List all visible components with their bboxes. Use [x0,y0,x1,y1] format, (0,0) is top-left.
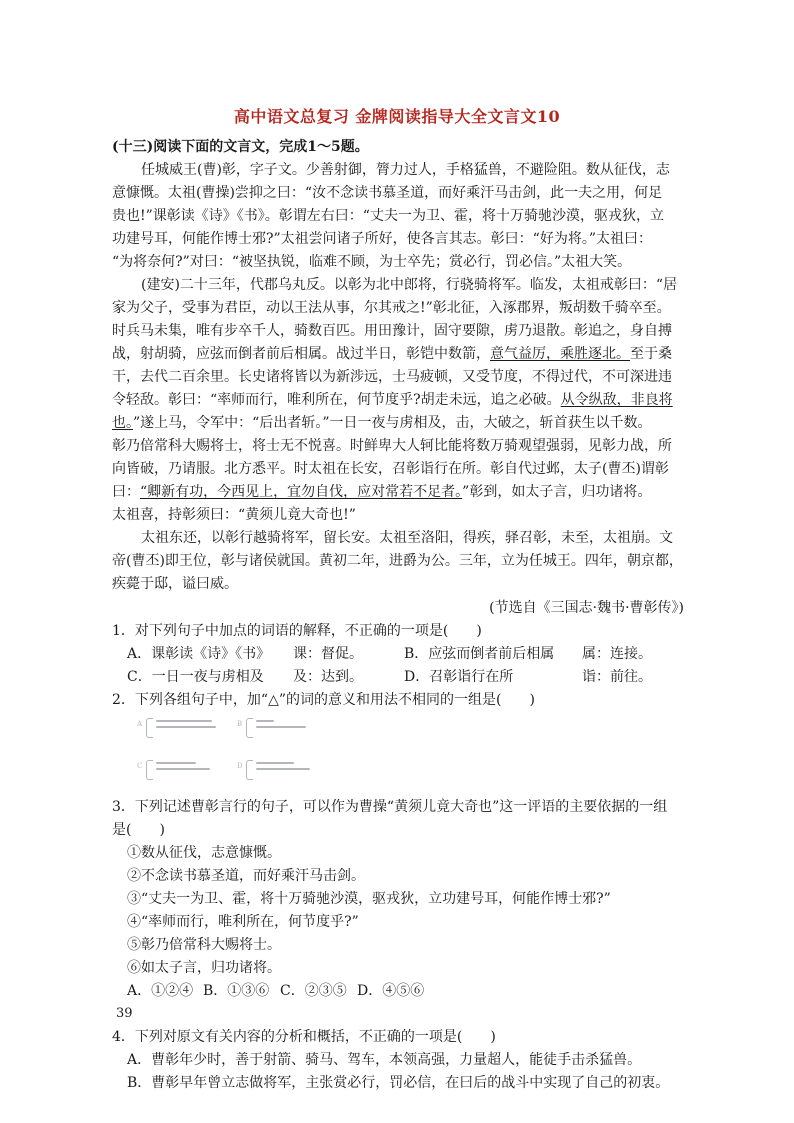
passage-line: 向皆破，乃请服。北方悉平。时太祖在长安，召彰诣行在所。彰自代过邺，太子(曹丕)谓彰 [112,461,669,477]
q1-option-c-gloss: 及：达到。 [293,669,363,685]
passage-line [112,390,692,410]
question-4-stem: 4．下列对原文有关内容的分析和概括，不正确的一项是( ) [112,1029,496,1045]
passage-text: ”遂上马，令军中：“后出者斩。”一日一夜与虏相及，击，大破之，斩首获生以千数。 [133,415,652,431]
q4-option-b: B．曹彰早年曾立志做将军，主张赏必行，罚必信，在曰后的战斗中实现了自己的初衷。 [127,1075,670,1091]
q3-item: ③“丈夫一为卫、霍，将十万骑驰沙漠，驱戎狄，立功建号耳，何能作博士邪?” [127,891,611,907]
q2-option-b-image [237,716,306,740]
page-title: 高中语文总复习 金牌阅读指导大全文言文10 [233,107,561,126]
passage-line: 帝(曹丕)即王位，彰与诸侯就国。黄初二年，进爵为公。三年，立为任城王。四年，朝京都， [112,553,683,569]
question-3-stem-cont: 是( ) [112,822,165,838]
q3-item: ①数从征伐，志意慷慨。 [127,845,281,861]
q1-option-d-sentence: D．召彰诣行在所 [404,669,514,685]
q1-option-b-gloss: 属：连接。 [582,646,652,662]
q4-option-a: A．曹彰年少时，善于射箭、骑马、驾车，本领高强，力量超人，能徒手击杀猛兽。 [127,1052,642,1068]
q1-option-b-sentence: B．应弦而倒者前后相属 [404,646,555,662]
q1-option-a-sentence: A．课彰读《诗》《书》 [127,646,271,662]
passage-line: 时兵马未集，唯有步卒千人，骑数百匹。用田豫计，固守要隙，虏乃退散。彰追之，身自搏 [112,323,672,339]
page-number: 39 [116,1006,133,1021]
q2-option-label: D [237,762,243,770]
passage-line: 家为父子，受事为君臣，动以王法从事，尔其戒之!”彰北征，入涿郡界，叛胡数千骑卒至。 [112,300,671,316]
passage-text: 至于桑 [630,346,672,362]
passage-text: 令轻敌。彰曰：“率师而行，唯利所在，何节度乎?胡走未远，追之必破。 [112,392,561,408]
q2-option-c-image [137,758,210,782]
passage-line: 太祖喜，持彰须曰：“黄须儿竟大奇也!” [112,507,356,523]
underlined-text: 也。 [112,415,133,431]
passage-text: 战，射胡骑，应弦而倒者前后相属。战过半日，彰铠中数箭， [112,346,490,362]
section-heading: (十三)阅读下面的文言文，完成1～5题。 [112,139,369,155]
question-2-stem: 2．下列各组句子中，加“△”的词的意义和用法不相同的一组是( ) [112,692,535,708]
q2-option-a-image [137,716,216,740]
q2-option-label: C [137,762,143,770]
passage-line: 意慷慨。太祖(曹操)尝抑之曰：“汝不念读书慕圣道，而好乘汗马击剑，此一夫之用，何足 [112,185,663,201]
passage-line: 彰乃倍常科大赐将士，将士无不悦喜。时鲜卑大人轲比能将数万骑观望强弱，见彰力战，所 [112,438,672,454]
passage-line: 干，去代二百余里。长史诸将皆以为新涉远，士马疲顿，又受节度，不得过代，不可深进违 [112,369,672,385]
underlined-text: 从令纵敌，非良将 [560,392,673,408]
q3-option-a: A．①②④ [127,983,194,999]
question-1-stem: 1．对下列句子中加点的词语的解释，不正确的一项是( ) [112,623,482,639]
passage-line: 贵也!”课彰读《诗》《书》。彰谓左右曰：“丈夫一为卫、霍，将十万骑驰沙漠，驱戎狄，立 [112,208,664,224]
q2-option-d-image [237,758,310,782]
underlined-text: “卿新有功，今西见上，宜勿自伐，应对常若不足者。 [140,484,463,500]
passage-text: ”彰到，如太子言，归功诸将。 [462,484,652,500]
q3-option-b: B．①③⑥ [203,983,270,999]
q1-option-a-gloss: 课：督促。 [293,646,363,662]
q3-item: ⑥如太子言，归功诸将。 [127,960,281,976]
q1-option-c-sentence: C．一日一夜与虏相及 [127,669,264,685]
passage-line [112,482,692,502]
passage-line: 任城威王(曹)彰，字子文。少善射御，膂力过人，手格猛兽，不避险阻。数从征伐，志 [141,162,670,178]
q2-option-label: A [137,720,143,728]
q3-item: ②不念读书慕圣道，而好乘汗马击剑。 [127,868,365,884]
source-citation: (节选自《三国志·魏书·曹彰传》) [489,600,684,616]
q1-option-d-gloss: 诣：前往。 [582,669,652,685]
passage-line [112,344,692,364]
q2-option-label: B [237,720,243,728]
q3-option-c: C．②③⑤ [280,983,347,999]
passage-line: (建安)二十三年，代郡乌丸反。以彰为北中郎将，行骁骑将军。临发，太祖戒彰曰：“居 [141,277,678,293]
passage-text: 曰： [112,484,140,500]
passage-line [112,413,692,433]
passage-line: 功建号耳，何能作博士邪?”太祖尝问诸子所好，使各言其志。彰曰：“好为将。”太祖曰： [112,231,652,247]
q3-item: ⑤彰乃倍常科大赐将士。 [127,937,281,953]
passage-line: 太祖东还，以彰行越骑将军，留长安。太祖至洛阳，得疾，驿召彰，未至，太祖崩。文 [141,530,673,546]
passage-line: “为将奈何?”对曰：“被坚执锐，临难不顾，为士卒先；赏必行，罚必信。”太祖大笑。 [112,254,632,270]
q3-option-d: D．④⑤⑥ [357,983,425,999]
q3-item: ④“率师而行，唯利所在，何节度乎?” [127,914,359,930]
underlined-text: 意气益厉，乘胜逐北。 [490,346,630,362]
passage-line: 疾薨于邸，谥曰威。 [112,576,238,592]
question-3-stem: 3．下列记述曹彰言行的句子，可以作为曹操“黄须儿竟大奇也”这一评语的主要依据的一组 [112,799,668,815]
